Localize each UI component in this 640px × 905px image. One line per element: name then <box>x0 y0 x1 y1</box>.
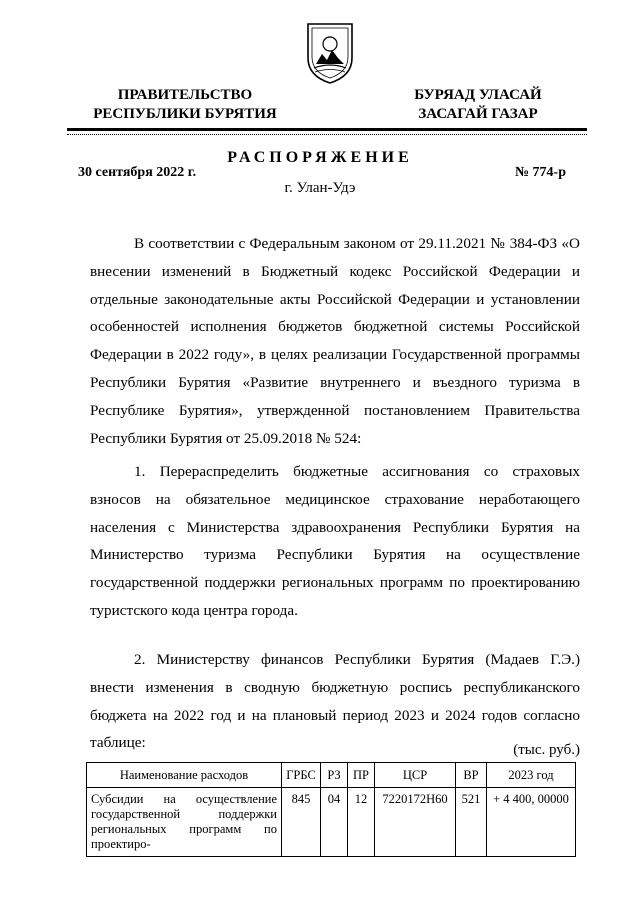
header-divider-thick <box>67 128 587 131</box>
document-type: РАСПОРЯЖЕНИЕ <box>227 149 413 166</box>
document-date: 30 сентября 2022 г. <box>78 165 197 180</box>
col-header-grbs: ГРБС <box>282 763 321 788</box>
paragraph-item-1: 1. Перераспределить бюджетные ассигнования со страховых взносов на обязательное медицинское страхование неработающего населения с Министерства здравоохранения Республики Бурятия на Министерство туризма Республики Бурятия на осуществление государственной поддержки региональных программ по проектированию туристского кода центра города. <box>90 463 580 619</box>
cell-pr: 12 <box>348 788 375 857</box>
document-number: № 774-р <box>514 165 566 180</box>
col-header-csr: ЦСР <box>375 763 456 788</box>
cell-rz: 04 <box>321 788 348 857</box>
header-right <box>392 86 564 124</box>
col-header-pr: ПР <box>348 763 375 788</box>
header-right-line1: БУРЯАД УЛАСАЙ <box>414 87 542 103</box>
table-row <box>87 788 576 857</box>
header-right-line2: ЗАСАГАЙ ГАЗАР <box>418 106 538 122</box>
table-header-row <box>87 763 576 788</box>
coat-of-arms-icon <box>300 20 360 86</box>
header-left-line1: ПРАВИТЕЛЬСТВО <box>117 87 253 103</box>
col-header-rz: РЗ <box>321 763 348 788</box>
header-divider-dotted <box>67 134 587 135</box>
cell-2023: + 4 400, 00000 <box>487 788 576 857</box>
col-header-vr: ВР <box>456 763 487 788</box>
cell-grbs: 845 <box>282 788 321 857</box>
paragraph-item-2: 2. Министерству финансов Республики Бурятия (Мадаев Г.Э.) внести изменения в сводную бюджетную роспись республиканского бюджета на 2022 год и на плановый период 2023 и 2024 годов согласно таблице: <box>90 651 580 752</box>
coat-of-arms-emblem <box>300 20 360 86</box>
header-left-line2: РЕСПУБЛИКИ БУРЯТИЯ <box>93 106 277 122</box>
col-header-2023: 2023 год <box>487 763 576 788</box>
cell-csr: 7220172Н60 <box>375 788 456 857</box>
header-left <box>80 86 290 124</box>
document-city: г. Улан-Удэ <box>284 180 356 196</box>
col-header-name: Наименование расходов <box>87 763 282 788</box>
table-unit: (тыс. руб.) <box>513 742 580 758</box>
cell-vr: 521 <box>456 788 487 857</box>
paragraph-preamble: В соответствии с Федеральным законом от 29.11.2021 № 384-ФЗ «О внесении изменений в Бюджетный кодекс Российской Федерации и отдельные законодательные акты Российской Федерации и установлении особенностей исполнения бюджетов бюджетной системы Российской Федерации в 2022 году», в целях реализации Государственной программы Республики Бурятия «Развитие внутреннего и въездного туризма в Республике Бурятия», утвержденной постановлением Правительства Республики Бурятия от 25.09.2018 № 524: <box>90 235 580 447</box>
cell-name: Субсидии на осуществление государственной поддержки региональных программ по проектиро- <box>87 788 282 857</box>
budget-table <box>86 762 576 857</box>
